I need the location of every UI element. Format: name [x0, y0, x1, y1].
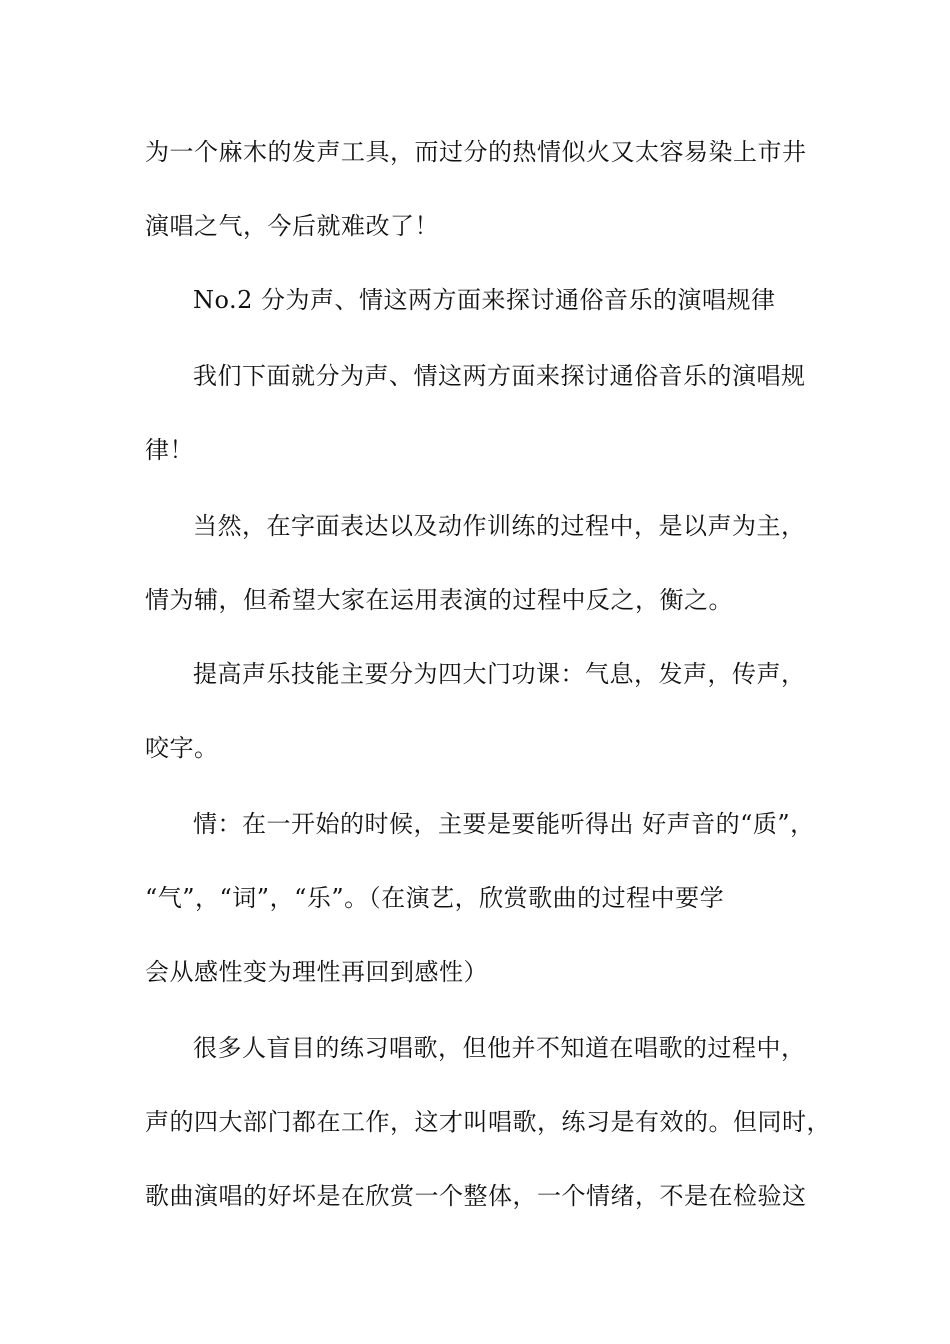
- text-line-14: 声的四大部门都在工作，这才叫唱歌，练习是有效的。但同时，: [145, 1108, 831, 1136]
- text-line-10: 情：在一开始的时候，主要是要能听得出 好声音的“质”，: [193, 810, 815, 838]
- text-line-4: 我们下面就分为声、情这两方面来探讨通俗音乐的演唱规: [193, 362, 806, 390]
- text-line-15: 歌曲演唱的好坏是在欣赏一个整体，一个情绪，不是在检验这: [145, 1182, 807, 1210]
- text-line-8: 提高声乐技能主要分为四大门功课：气息，发声，传声，: [193, 660, 806, 688]
- text-line-6: 当然，在字面表达以及动作训练的过程中，是以声为主，: [193, 512, 806, 540]
- text-line-11: “气”，“词”，“乐”。（在演艺，欣赏歌曲的过程中要学: [145, 884, 725, 912]
- text-line-1: 为一个麻木的发声工具，而过分的热情似火又太容易染上市井: [145, 138, 807, 166]
- text-line-7: 情为辅，但希望大家在运用表演的过程中反之，衡之。: [145, 586, 733, 614]
- text-line-13: 很多人盲目的练习唱歌，但他并不知道在唱歌的过程中，: [193, 1034, 806, 1062]
- text-line-9: 咬字。: [145, 734, 219, 762]
- text-line-2: 演唱之气，今后就难改了！: [145, 212, 439, 240]
- section-heading: No.2 分为声、情这两方面来探讨通俗音乐的演唱规律: [193, 286, 776, 314]
- text-line-12: 会从感性变为理性再回到感性）: [145, 958, 488, 986]
- text-line-5: 律！: [145, 436, 194, 464]
